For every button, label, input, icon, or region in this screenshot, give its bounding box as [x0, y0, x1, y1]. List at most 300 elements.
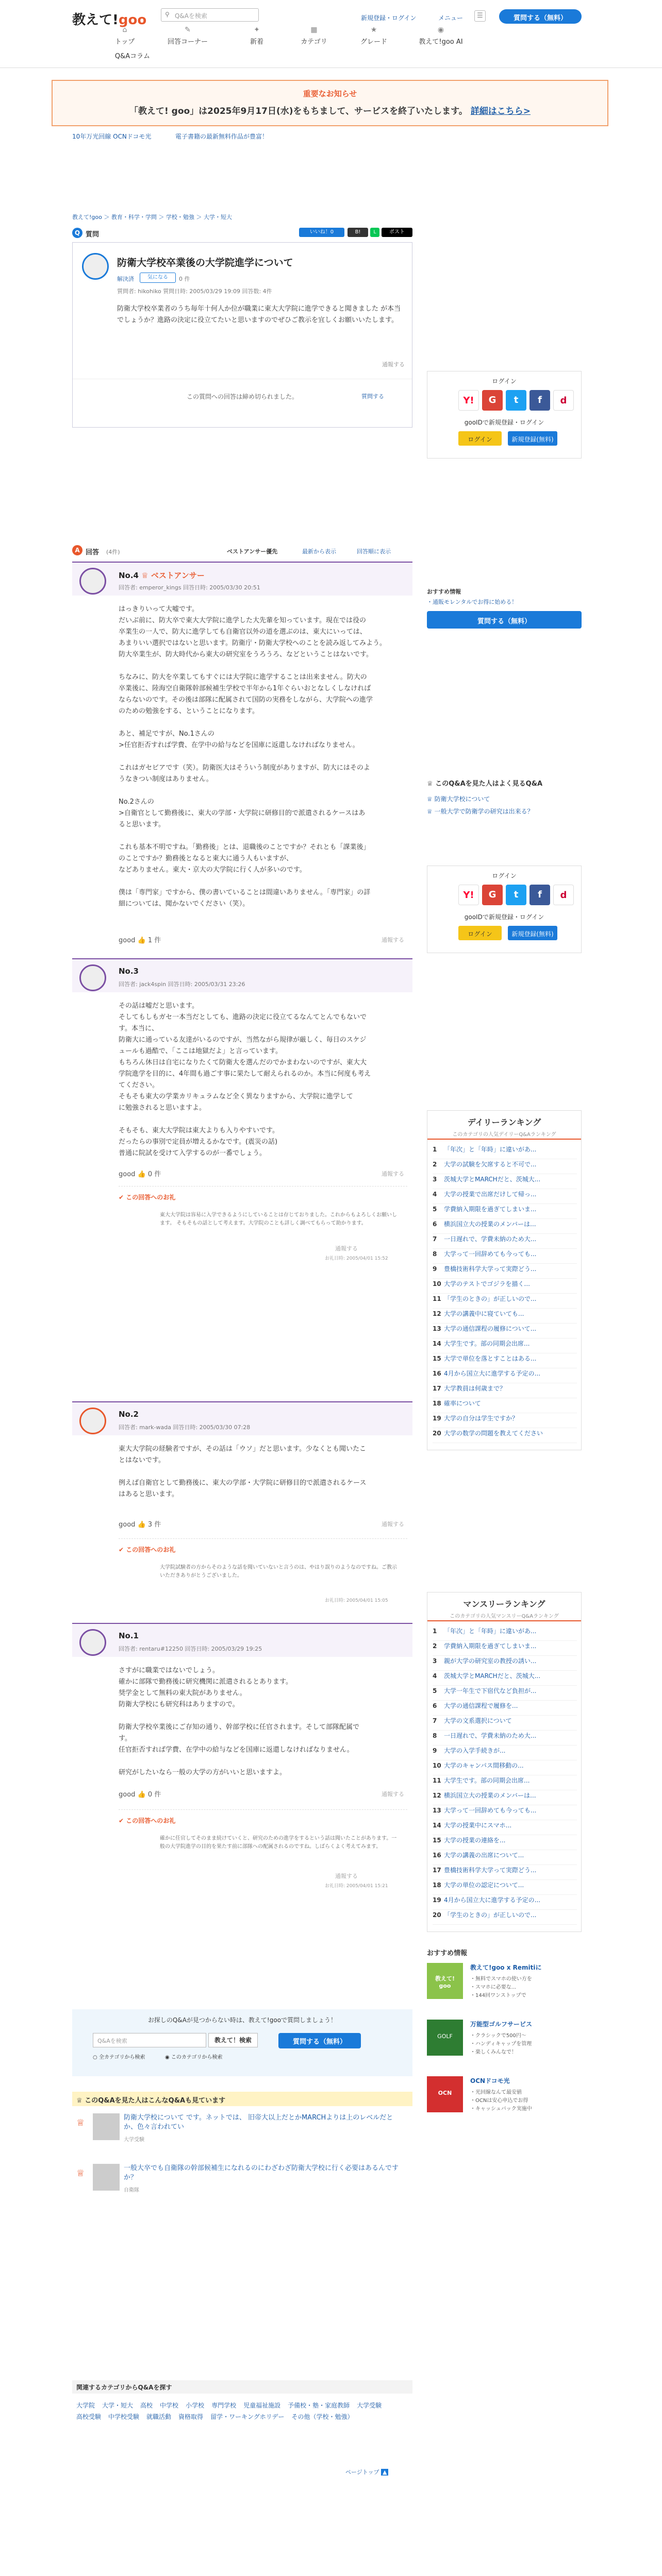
rank-number: 14	[433, 1340, 441, 1347]
google-login-icon[interactable]: G	[482, 390, 503, 411]
rank-number: 19	[433, 1896, 441, 1904]
notice-title: 重要なお知らせ	[303, 89, 357, 98]
rank-number: 1	[433, 1146, 437, 1153]
bottom-search	[72, 2009, 412, 2076]
sort-latest-tab[interactable]: 最新から表示	[302, 548, 336, 555]
rank-number: 20	[433, 1911, 441, 1919]
ranking-item-title: 大学って一回辞めても今っても...	[444, 1807, 537, 1814]
rank-number: 6	[433, 1221, 437, 1228]
ranking-item[interactable]	[433, 1761, 577, 1775]
category-link[interactable]: 就職活動	[146, 2413, 172, 2420]
rank-number: 18	[433, 1400, 441, 1407]
good-button[interactable]: good 👍 3 件	[119, 1521, 161, 1529]
monthly-ranking-header: マンスリーランキング このカテゴリの人気マンスリーQ&Aランキング	[427, 1592, 581, 1621]
breadcrumb[interactable]: 教えて!goo ＞ 教育・科学・学問 ＞ 学校・勉強 ＞ 大学・短大	[72, 214, 232, 221]
rank-number: 12	[433, 1310, 441, 1317]
rank-number: 6	[433, 1702, 437, 1709]
rank-number: 5	[433, 1687, 437, 1694]
rank-number: 16	[433, 1370, 441, 1377]
rank-number: 18	[433, 1882, 441, 1889]
category-link[interactable]: 予備校・塾・家庭教師	[288, 2402, 350, 2409]
rank-number: 13	[433, 1325, 441, 1332]
related-thumb[interactable]	[93, 2164, 120, 2191]
answer-body: その話は嘘だと思います。 そしてもしもガセ一本当だとしても、進路の決定に役立てるなんてとんでもないで す。本当に、 防衛大に通っている友達がいるのですが、当然ながら規律が厳しく、毎日のスケジ ュールも過酷で、「ここは地獄だよ」と言っています。 もちろん休日は自宅になりたくて防衛大を選んだのでかまわないのですが、東大大 学院進学を目的に、4年間も過ごす事に果たして耐えられるのか。本当に何度も考え てください。 そもそも東大の学業カリキュラムなど全く異なりますから、大学院に進学して に勉強されると思いますよ。 そもそも、東大大学院は東大よりも入りやすいです。 だったらの事別で定員が増えるかなです。(震災の話) 普通に院試を受けて入学するのが一番でしょう。	[119, 1002, 371, 1157]
ranking-item[interactable]	[433, 1656, 577, 1671]
thumbs-up-icon: 👍	[137, 937, 146, 944]
rank-number: 11	[433, 1295, 441, 1302]
recommend-title[interactable]: 教えて!goo x Remitiに	[470, 1964, 542, 1971]
ranking-item-title: 大学で単位を落とすことはある...	[444, 1355, 537, 1362]
login-label: ログイン	[492, 378, 517, 385]
ranking-item[interactable]	[433, 1880, 577, 1895]
ranking-item[interactable]	[433, 1731, 577, 1745]
answer-body: 東大大学院の経験者ですが、その話は「ウソ」だと思います。少なくとも聞いたこ とはないです。 例えば自衛官として勤務後に、東大の学部・大学院に研修目的で派遣されるケース はあると思います。	[119, 1445, 367, 1498]
ranking-item-title: 豊橋技術科学大学って実際どう...	[444, 1867, 537, 1874]
nav-answer-corner[interactable]: ✎ 回答コーナー	[167, 26, 208, 46]
related-qa-tag: 自衛隊	[124, 2188, 139, 2193]
related-thumb[interactable]	[93, 2113, 120, 2140]
thanks-label: ✔ この回答へのお礼	[119, 1817, 176, 1824]
category-link[interactable]: 中学校	[160, 2402, 179, 2409]
answer-meta: 回答者: rentaru#12250 回答日時: 2005/03/29 19:25	[119, 1646, 262, 1652]
answer-report-link[interactable]: 通報する	[382, 1171, 404, 1177]
gooid-text: gooIDで新規登録・ログイン	[464, 419, 544, 426]
ranking-item-title: 大学の講義中に寝ていても...	[444, 1310, 524, 1317]
ranking-item-title: 大学の入学手続きが...	[444, 1747, 506, 1754]
answer-number: No.3	[119, 967, 139, 976]
answer-report-link[interactable]: 通報する	[382, 1791, 404, 1798]
thanks-label: ✔ この回答へのお礼	[119, 1194, 176, 1201]
answerer-avatar	[79, 568, 106, 595]
side-promo-link[interactable]: ・通販モレンタルでお得に始める！	[427, 599, 518, 605]
category-list	[76, 2400, 406, 2422]
ranking-item-title: 学費納入期限を過ぎてしまいま...	[444, 1206, 537, 1213]
ranking-item[interactable]	[433, 1249, 577, 1264]
thumbs-up-icon: 👍	[137, 1791, 146, 1799]
ranking-item-title: 「年次」と「年時」に違いがあ...	[444, 1628, 537, 1635]
ranking-item-title: 大学のテストでゴジラを描く...	[444, 1280, 530, 1287]
thumbs-up-icon: 👍	[137, 1171, 146, 1178]
ranking-item-title: 大学生です。部の同期会出席...	[444, 1777, 530, 1784]
crown-icon: ♕	[76, 2168, 85, 2179]
category-link[interactable]: 大学受験	[357, 2402, 382, 2409]
recommend-line: ・スマホに必要な...	[470, 1985, 517, 1990]
ranking-item[interactable]	[433, 1686, 577, 1701]
thanks-date: お礼日時: 2005/04/01 15:52	[325, 1256, 388, 1261]
ranking-item[interactable]	[433, 1160, 577, 1174]
home-icon: ⌂	[122, 26, 127, 34]
rank-number: 16	[433, 1852, 441, 1859]
related-qa-title: ♕ このQ&Aを見た人はこんなQ&Aも見ています	[72, 2092, 412, 2106]
ranking-item-title: 大学の自分は学生ですか？	[444, 1415, 519, 1422]
rank-number: 8	[433, 1250, 437, 1258]
ranking-item-title: 学費納入期限を過ぎてしまいま...	[444, 1642, 537, 1650]
register-button[interactable]: 新規登録(無料)	[508, 431, 557, 446]
ranking-item[interactable]	[433, 1324, 577, 1338]
ranking-item[interactable]	[433, 1205, 577, 1219]
nav-new[interactable]: ✦ 新着	[250, 26, 263, 46]
ranking-item-title: 親が大学の研究室の教授の誘い...	[444, 1657, 537, 1665]
answer-report-link[interactable]: 通報する	[382, 937, 404, 943]
nav-column[interactable]: Q&Aコラム	[114, 53, 151, 60]
gooid-text: gooIDで新規登録・ログイン	[464, 913, 544, 921]
resolved-label: 解決済	[117, 276, 134, 282]
category-link[interactable]: 小学校	[186, 2402, 205, 2409]
ranking-item[interactable]	[433, 1746, 577, 1760]
answers-header	[72, 545, 412, 557]
ask-similar-link[interactable]: 質問する	[361, 393, 384, 400]
ranking-item[interactable]	[433, 1429, 577, 1443]
ranking-item-title: 大学の通信課程の履修について...	[444, 1325, 537, 1332]
ranking-item-title: 大学の数学の問題を教えてください	[444, 1430, 543, 1437]
recommend-line: ・無料でスマホの使い方を	[470, 1976, 532, 1982]
category-link[interactable]: 資格取得	[178, 2413, 204, 2420]
category-link[interactable]: 専門学校	[211, 2402, 237, 2409]
nav-ai[interactable]: ◉ 教えて!goo AI	[419, 26, 463, 46]
question-panel	[72, 242, 412, 428]
ai-icon: ◉	[437, 26, 444, 34]
yahoo-login-icon[interactable]: Y!	[458, 390, 479, 411]
ranking-item[interactable]	[433, 1399, 577, 1413]
ranking-item[interactable]	[433, 1309, 577, 1324]
ranking-item-title: 一日遅れで、学費未納のため大...	[444, 1732, 537, 1739]
answer-item	[72, 1623, 412, 1911]
question-report-link[interactable]: 通報する	[382, 361, 405, 368]
pr-link-2[interactable]: 電子書籍の最新無料作品が豊富！	[175, 133, 269, 140]
new-icon: ✦	[254, 26, 260, 34]
question-title: 防衛大学校卒業後の大学院進学について	[117, 257, 293, 268]
category-link[interactable]: 中学校受験	[108, 2413, 140, 2420]
related-qa-item[interactable]: 防衛大学校について です。ネットでは、 旧帝大以上だとかMARCHよりは上のレベルだとか、色々言われてい	[124, 2114, 393, 2131]
rank-number: 17	[433, 1867, 441, 1874]
related-categories	[72, 2380, 412, 2447]
thanks-box	[119, 1809, 407, 1902]
thanks-text: 東大大学院は容易に入学できるようにしていることは存じておりました。これからもよろしくお願いします。 そもそもの話として考えます。大学院のことも詳しく調べてもらって助かります。	[160, 1212, 397, 1226]
ranking-item[interactable]	[433, 1776, 577, 1790]
line-icon[interactable]: L	[370, 228, 379, 237]
nav-grade[interactable]: ★ グレード	[360, 26, 387, 46]
questioner-avatar	[82, 253, 109, 280]
rank-number: 3	[433, 1176, 437, 1183]
crown-icon: ♕	[76, 2117, 85, 2128]
side-recommend	[427, 1947, 582, 2143]
question-header	[72, 228, 412, 242]
ranking-item[interactable]	[433, 1219, 577, 1234]
ranking-item-title: 横浜国立大の授業のメンバーは...	[444, 1792, 536, 1799]
ranking-item-title: 大学生です。部の同期会出席...	[444, 1340, 530, 1347]
nav-category[interactable]: ▦ カテゴリ	[301, 26, 327, 46]
good-button[interactable]: good 👍 0 件	[119, 1791, 161, 1799]
ranking-item[interactable]	[433, 1671, 577, 1686]
recommend-thumb[interactable]: OCN	[427, 2076, 463, 2112]
question-meta: 質問者: hikohiko 質問日時: 2005/03/29 19:09 回答数: 4件	[117, 288, 272, 295]
side-promo-label: おすすめ情報	[427, 588, 461, 595]
rank-number: 4	[433, 1672, 437, 1680]
rank-number: 19	[433, 1415, 441, 1422]
list-icon: ▦	[310, 26, 318, 34]
sort-best-tab[interactable]: ベストアンサー優先	[227, 548, 278, 555]
ranking-item-title: 大学教員は何歳まで？	[444, 1385, 506, 1392]
search-input[interactable]: Q&Aを検索	[161, 8, 259, 22]
answer-number: No.1	[119, 1631, 139, 1640]
ranking-item[interactable]	[433, 1895, 577, 1910]
ranking-item-title: 大学の単位の認定について...	[444, 1882, 524, 1889]
thanks-report-link[interactable]: 通報する	[335, 1245, 358, 1252]
rank-number: 17	[433, 1385, 441, 1392]
good-button[interactable]: good 👍 1 件	[119, 937, 161, 944]
answer-item	[72, 958, 412, 1267]
rank-number: 9	[433, 1747, 437, 1754]
ranking-item[interactable]	[433, 1294, 577, 1309]
bottom-search-prompt: お探しのQ&Aが見つからない時は、教えて!gooで質問しましょう！	[147, 2016, 337, 2024]
ranking-item[interactable]	[433, 1866, 577, 1880]
docomo-login-icon[interactable]: d	[553, 885, 574, 905]
bottom-search-button[interactable]: 教えて！検索	[208, 2033, 258, 2047]
like-button[interactable]: いいね！0	[299, 228, 344, 237]
related-box-item[interactable]: ♕ 一般大学で防衛学の研究は出来る？	[427, 808, 534, 815]
related-qa-item[interactable]: 一般大卒でも自衛隊の幹部候補生になれるのにわざわざ防衛大学校に行く必要はあるんですか？	[124, 2164, 399, 2181]
login-box	[427, 866, 582, 953]
ranking-item[interactable]	[433, 1339, 577, 1353]
recommend-line: ・ハンディキャップを管理	[470, 2041, 532, 2047]
ranking-item-title: 4月から国立大に進学する予定の...	[444, 1896, 541, 1904]
login-button[interactable]: ログイン	[458, 431, 502, 446]
ranking-item[interactable]	[433, 1414, 577, 1428]
ranking-item[interactable]	[433, 1641, 577, 1656]
category-link[interactable]: その他（学校・勉強）	[291, 2413, 354, 2420]
notice-text: 「教えて! goo」は2025年9月17日(水)をもちまして、サービスを終了いたします。 詳細はこちら>	[129, 106, 531, 116]
side-promo	[427, 587, 582, 649]
thanks-text: 大学院試験者の方からそのような話を聞いていないと言うのは、やはり誤りのようなのですね。ご教示いただきありがとうございました。	[160, 1565, 397, 1579]
category-link[interactable]: 大学・短大	[102, 2402, 134, 2409]
ranking-item[interactable]	[433, 1821, 577, 1835]
question-body: 防衛大学校卒業者のうち毎年十何人か位が職業に東大大学院に進学できると聞きました が本当でしょうか？進路の決定に役立てたいと思いますのでぜひご教示を宜しくお願いいたします。	[117, 305, 401, 324]
ranking-item[interactable]	[433, 1279, 577, 1294]
nav-home[interactable]: ⌂ トップ	[114, 26, 135, 46]
ranking-item-title: 「学生のときの」が正しいので...	[444, 1295, 537, 1302]
notice-detail-link[interactable]: 詳細はこちら>	[470, 106, 531, 116]
monthly-ranking	[427, 1592, 582, 1932]
daily-ranking	[427, 1110, 582, 1450]
register-button[interactable]: 新規登録(無料)	[508, 926, 557, 940]
rank-number: 10	[433, 1762, 441, 1769]
ranking-item-title: 横浜国立大の授業のメンバーは...	[444, 1221, 536, 1228]
ranking-item[interactable]	[433, 1806, 577, 1820]
ranking-item[interactable]	[433, 1369, 577, 1383]
facebook-login-icon[interactable]: f	[529, 390, 550, 411]
rank-number: 10	[433, 1280, 441, 1287]
related-box-title: ♕ このQ&Aを見た人はよく見るQ&A	[427, 780, 543, 788]
rank-number: 14	[433, 1822, 441, 1829]
login-button[interactable]: ログイン	[458, 926, 502, 940]
ranking-item-title: 茨城大学とMARCHだと、茨城大...	[444, 1672, 541, 1680]
login-label: ログイン	[492, 872, 517, 879]
ranking-item[interactable]	[433, 1175, 577, 1189]
site-logo[interactable]: 教えて!goo	[72, 12, 147, 28]
category-link[interactable]: 高校受験	[76, 2413, 102, 2420]
rank-number: 20	[433, 1430, 441, 1437]
login-link[interactable]: 新規登録・ログイン	[361, 14, 417, 22]
rank-number: 11	[433, 1777, 441, 1784]
ranking-item[interactable]	[433, 1234, 577, 1249]
twitter-login-icon[interactable]: t	[506, 885, 526, 905]
answerer-avatar	[79, 1408, 106, 1434]
thanks-box	[119, 1186, 407, 1263]
pr-link-1[interactable]: 10年万光回線 OCNドコモ光	[72, 133, 152, 140]
ranking-item-title: 一日遅れで、学費未納のため大...	[444, 1235, 537, 1243]
ranking-item-title: 「学生のときの」が正しいので...	[444, 1911, 537, 1919]
hatena-button[interactable]: B!	[347, 228, 368, 237]
ranking-item[interactable]	[433, 1701, 577, 1716]
recommend-line: ・キャッシュバック実施中	[470, 2106, 532, 2112]
recommend-line: ・OCNは安心申込でお得	[470, 2098, 528, 2104]
rank-number: 9	[433, 1265, 437, 1273]
recommend-line: ・144回ワンストップで	[470, 1993, 526, 1998]
category-link[interactable]: 留学・ワーキングホリデー	[210, 2413, 285, 2420]
ranking-item-title: 4月から国立大に進学する予定の...	[444, 1370, 541, 1377]
closed-message: この質問への回答は締め切られました。	[186, 393, 298, 400]
thanks-box	[119, 1538, 407, 1611]
medal-icon: ★	[370, 26, 377, 34]
twitter-login-icon[interactable]: t	[506, 390, 526, 411]
ranking-item-title: 大学の通信課程で履修を...	[444, 1702, 518, 1709]
bookmark-button[interactable]: 気になる	[140, 273, 176, 283]
ranking-item-title: 大学って一回辞めても今っても...	[444, 1250, 537, 1258]
ranking-item-title: 大学の授業で出席だけして帰っ...	[444, 1191, 537, 1198]
answer-item	[72, 1401, 412, 1613]
rank-number: 3	[433, 1657, 437, 1665]
thanks-date: お礼日時: 2005/04/01 15:05	[325, 1598, 388, 1603]
rank-number: 15	[433, 1837, 441, 1844]
thanks-label: ✔ この回答へのお礼	[119, 1546, 176, 1553]
rank-number: 5	[433, 1206, 437, 1213]
rank-number: 15	[433, 1355, 441, 1362]
rank-number: 13	[433, 1807, 441, 1814]
yahoo-login-icon[interactable]: Y!	[458, 885, 479, 905]
answerer-avatar	[79, 964, 106, 991]
rank-number: 2	[433, 1161, 437, 1168]
sort-order-tab[interactable]: 回答順に表示	[357, 548, 391, 555]
ranking-item[interactable]	[433, 1384, 577, 1398]
answer-meta: 回答者: mark-wada 回答日時: 2005/03/30 07:28	[119, 1424, 251, 1431]
answerer-avatar	[79, 1629, 106, 1656]
category-link[interactable]: 児童福祉施設	[243, 2402, 281, 2409]
ranking-item[interactable]	[433, 1836, 577, 1850]
ranking-item-title: 大学の授業中にスマホ...	[444, 1822, 512, 1829]
ranking-item-title: 大学の試験を欠席すると不可で...	[444, 1161, 537, 1168]
ranking-item[interactable]	[433, 1716, 577, 1731]
rank-number: 7	[433, 1717, 437, 1724]
menu-link[interactable]: メニュー	[438, 14, 464, 22]
arrow-up-icon: ▲	[381, 2469, 388, 2476]
daily-ranking-header: デイリーランキング このカテゴリの人気デイリーQ&Aランキング	[427, 1111, 581, 1140]
ranking-item[interactable]	[433, 1145, 577, 1159]
recommend-title[interactable]: 万能型ゴルフサービス	[470, 2021, 533, 2028]
category-link[interactable]: 高校	[140, 2402, 153, 2409]
answers-count: (4件)	[106, 549, 120, 555]
bottom-search-input[interactable]: Q&Aを検索	[93, 2033, 206, 2047]
pen-icon: ✎	[185, 26, 191, 34]
ranking-item-title: 確率について	[444, 1400, 481, 1407]
recommend-line: ・楽しくみんなで！	[470, 2049, 517, 2055]
search-icon: ⚲	[165, 11, 170, 18]
answer-icon: A	[72, 545, 82, 555]
answers-label: 回答	[86, 549, 100, 556]
ranking-item-title: 大学のキャンパス間移動の...	[444, 1762, 524, 1769]
good-button[interactable]: good 👍 0 件	[119, 1171, 161, 1178]
thanks-report-link[interactable]: 通報する	[335, 1873, 358, 1879]
related-qa-tag: 大学受験	[124, 2137, 144, 2143]
category-link[interactable]: 大学院	[76, 2402, 95, 2409]
answer-report-link[interactable]: 通報する	[382, 1521, 404, 1528]
ranking-item-title: 大学の授業の連絡を...	[444, 1837, 506, 1844]
answer-meta: 回答者: jack4spin 回答日時: 2005/03/31 23:26	[119, 981, 245, 988]
page-top-link[interactable]: ページトップ ▲	[345, 2468, 388, 2476]
rank-number: 1	[433, 1628, 437, 1635]
recommend-thumb[interactable]: GOLF	[427, 2020, 463, 2056]
thumbs-up-icon: 👍	[137, 1521, 146, 1529]
radio-this-category[interactable]: ◉ このカテゴリから検索	[165, 2055, 223, 2060]
best-answer-badge: ♕ ベストアンサー	[141, 571, 205, 580]
ranking-item-title: 大学一年生で下宿代など負担が...	[444, 1687, 537, 1694]
bottom-ask-button[interactable]: 質問する（無料）	[278, 2033, 361, 2048]
facebook-login-icon[interactable]: f	[529, 885, 550, 905]
ask-question-button[interactable]: 質問する（無料）	[499, 9, 582, 24]
login-box	[427, 371, 582, 459]
ranking-item[interactable]	[433, 1791, 577, 1805]
ranking-item-title: 大学の講義の出席について...	[444, 1852, 524, 1859]
ranking-item[interactable]	[433, 1354, 577, 1368]
rank-number: 7	[433, 1235, 437, 1243]
question-icon: Q	[72, 228, 82, 238]
ranking-item-title: 豊橋技術科学大学って実際どう...	[444, 1265, 537, 1273]
docomo-login-icon[interactable]: d	[553, 390, 574, 411]
side-ask-button[interactable]: 質問する（無料）	[427, 611, 582, 629]
ranking-item-title: 茨城大学とMARCHだと、茨城大...	[444, 1176, 541, 1183]
related-box-item[interactable]: ♕ 防衛大学校について	[427, 795, 490, 803]
rank-number: 8	[433, 1732, 437, 1739]
answer-meta: 回答者: emperor_kings 回答日時: 2005/03/30 20:51	[119, 584, 260, 591]
answer-item	[72, 562, 412, 953]
side-recommend-label: おすすめ情報	[427, 1950, 468, 1957]
related-box	[427, 778, 582, 829]
rank-number: 4	[433, 1191, 437, 1198]
answer-number: No.2	[119, 1410, 139, 1419]
ranking-item[interactable]	[433, 1190, 577, 1204]
menu-icon[interactable]: ☰	[474, 10, 486, 22]
ranking-item[interactable]	[433, 1264, 577, 1279]
ranking-item[interactable]	[433, 1910, 577, 1925]
ranking-item[interactable]	[433, 1626, 577, 1641]
ranking-item-title: 「年次」と「年時」に違いがあ...	[444, 1146, 537, 1153]
ranking-item[interactable]	[433, 1851, 577, 1865]
radio-all-categories[interactable]: ○ 全カテゴリから検索	[93, 2055, 145, 2060]
ranking-item-title: 大学の文系選択について	[444, 1717, 512, 1724]
recommend-line: ・クラシックで500円〜	[470, 2033, 526, 2039]
post-button[interactable]: ポスト	[382, 228, 412, 237]
rank-number: 2	[433, 1642, 437, 1650]
bookmark-count: 0 件	[179, 276, 190, 282]
recommend-title[interactable]: OCNドコモ光	[470, 2077, 510, 2084]
thanks-text: 確かに任官してそのまま続けていくと、研究のための進学をするという話は聞いたことがあります。一般の大学院進学の目的を果たす前に部隊への配属されるのですね。しばらくよく考えてみます。	[160, 1836, 397, 1850]
answer-number: No.4 ♕ ベストアンサー	[119, 571, 205, 580]
google-login-icon[interactable]: G	[482, 885, 503, 905]
rank-number: 12	[433, 1792, 441, 1799]
important-notice	[52, 80, 608, 126]
recommend-thumb[interactable]: 教えて! goo	[427, 1963, 463, 1999]
recommend-line: ・光回線なんて最安値	[470, 2090, 522, 2095]
related-categories-title: 関連するカテゴリからQ&Aを探す	[72, 2380, 412, 2394]
